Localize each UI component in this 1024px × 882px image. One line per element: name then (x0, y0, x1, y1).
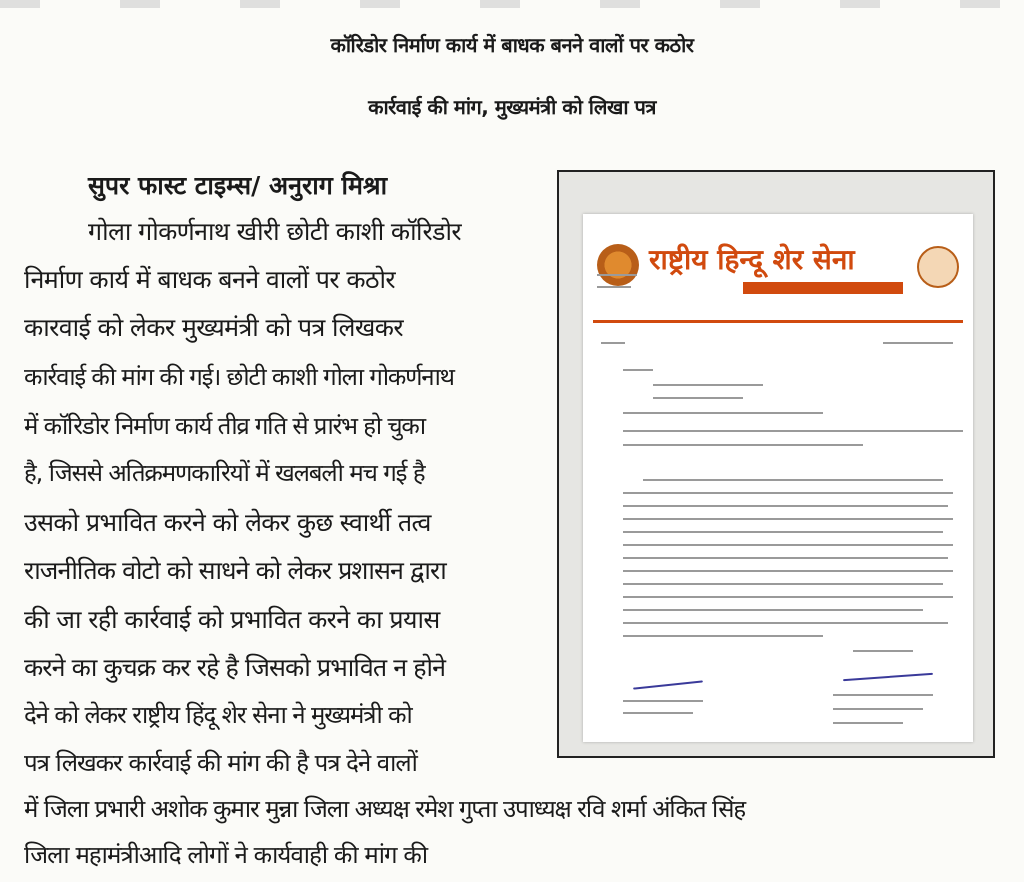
letterhead-rule (593, 320, 963, 323)
text-line (623, 712, 693, 714)
body-line: की जा रही कार्रवाई को प्रभावित करने का प्रयास (24, 605, 440, 634)
text-line (623, 430, 963, 432)
text-line (623, 518, 953, 520)
text-line (833, 694, 933, 696)
headline-line-2: कार्रवाई की मांग, मुख्यमंत्री को लिखा पत्र (368, 95, 656, 119)
emblem-icon (917, 246, 959, 288)
headline-line-1: कॉरिडोर निर्माण कार्य में बाधक बनने वालों पर कठोर (330, 33, 694, 57)
text-line (883, 342, 953, 344)
body-line: करने का कुचक्र कर रहे है जिसको प्रभावित न होने (24, 653, 446, 682)
text-line (623, 544, 953, 546)
text-line (653, 384, 763, 386)
byline: सुपर फास्ट टाइम्स/ अनुराग मिश्रा (88, 171, 388, 200)
text-line (597, 286, 631, 288)
signature-stroke (843, 673, 933, 681)
text-line (597, 274, 637, 276)
text-line (853, 650, 913, 652)
text-line (623, 635, 823, 637)
letter-paper (583, 214, 973, 742)
text-line (623, 369, 653, 371)
text-line (623, 505, 948, 507)
body-line: देने को लेकर राष्ट्रीय हिंदू शेर सेना ने मुख्यमंत्री को (24, 701, 412, 729)
text-line (833, 722, 903, 724)
text-line (623, 492, 953, 494)
body-line: उसको प्रभावित करने को लेकर कुछ स्वार्थी तत्व (24, 508, 431, 537)
signature-stroke (633, 680, 703, 689)
text-line (623, 583, 943, 585)
page-top-border (0, 0, 1024, 8)
body-line: है, जिससे अतिक्रमणकारियों में खलबली मच गई है (24, 459, 425, 487)
body-line: गोला गोकर्णनाथ खीरी छोटी काशी कॉरिडोर (88, 217, 461, 246)
text-line (623, 622, 948, 624)
body-line: जिला महामंत्रीआदि लोगों ने कार्यवाही की मांग की (24, 841, 428, 869)
body-line: राजनीतिक वोटो को साधने को लेकर प्रशासन द्वारा (24, 556, 446, 585)
text-line (623, 531, 943, 533)
text-line (623, 609, 923, 611)
body-line: निर्माण कार्य में बाधक बनने वालों पर कठोर (24, 265, 396, 294)
text-line (653, 397, 743, 399)
body-line: में कॉरिडोर निर्माण कार्य तीव्र गति से प्रारंभ हो चुका (24, 412, 425, 440)
logo-seal-icon (597, 244, 639, 286)
letter-photo (557, 170, 995, 758)
text-line (623, 570, 953, 572)
text-line (623, 557, 948, 559)
letterhead-band (743, 282, 903, 294)
text-line (623, 412, 823, 414)
text-line (601, 342, 625, 344)
text-line (623, 700, 703, 702)
text-line (833, 708, 923, 710)
body-line: पत्र लिखकर कार्रवाई की मांग की है पत्र देने वालों (24, 749, 417, 777)
text-line (643, 479, 943, 481)
body-line: कार्रवाई की मांग की गई। छोटी काशी गोला गोकर्णनाथ (24, 363, 454, 391)
text-line (623, 444, 863, 446)
headline (0, 14, 1024, 138)
body-line: कारवाई को लेकर मुख्यमंत्री को पत्र लिखकर (24, 313, 403, 342)
body-line: में जिला प्रभारी अशोक कुमार मुन्ना जिला अध्यक्ष रमेश गुप्ता उपाध्यक्ष रवि शर्मा अंकित सिंह (24, 795, 745, 823)
letterhead-name: राष्ट्रीय हिन्दू शेर सेना (649, 243, 855, 276)
text-line (623, 596, 953, 598)
